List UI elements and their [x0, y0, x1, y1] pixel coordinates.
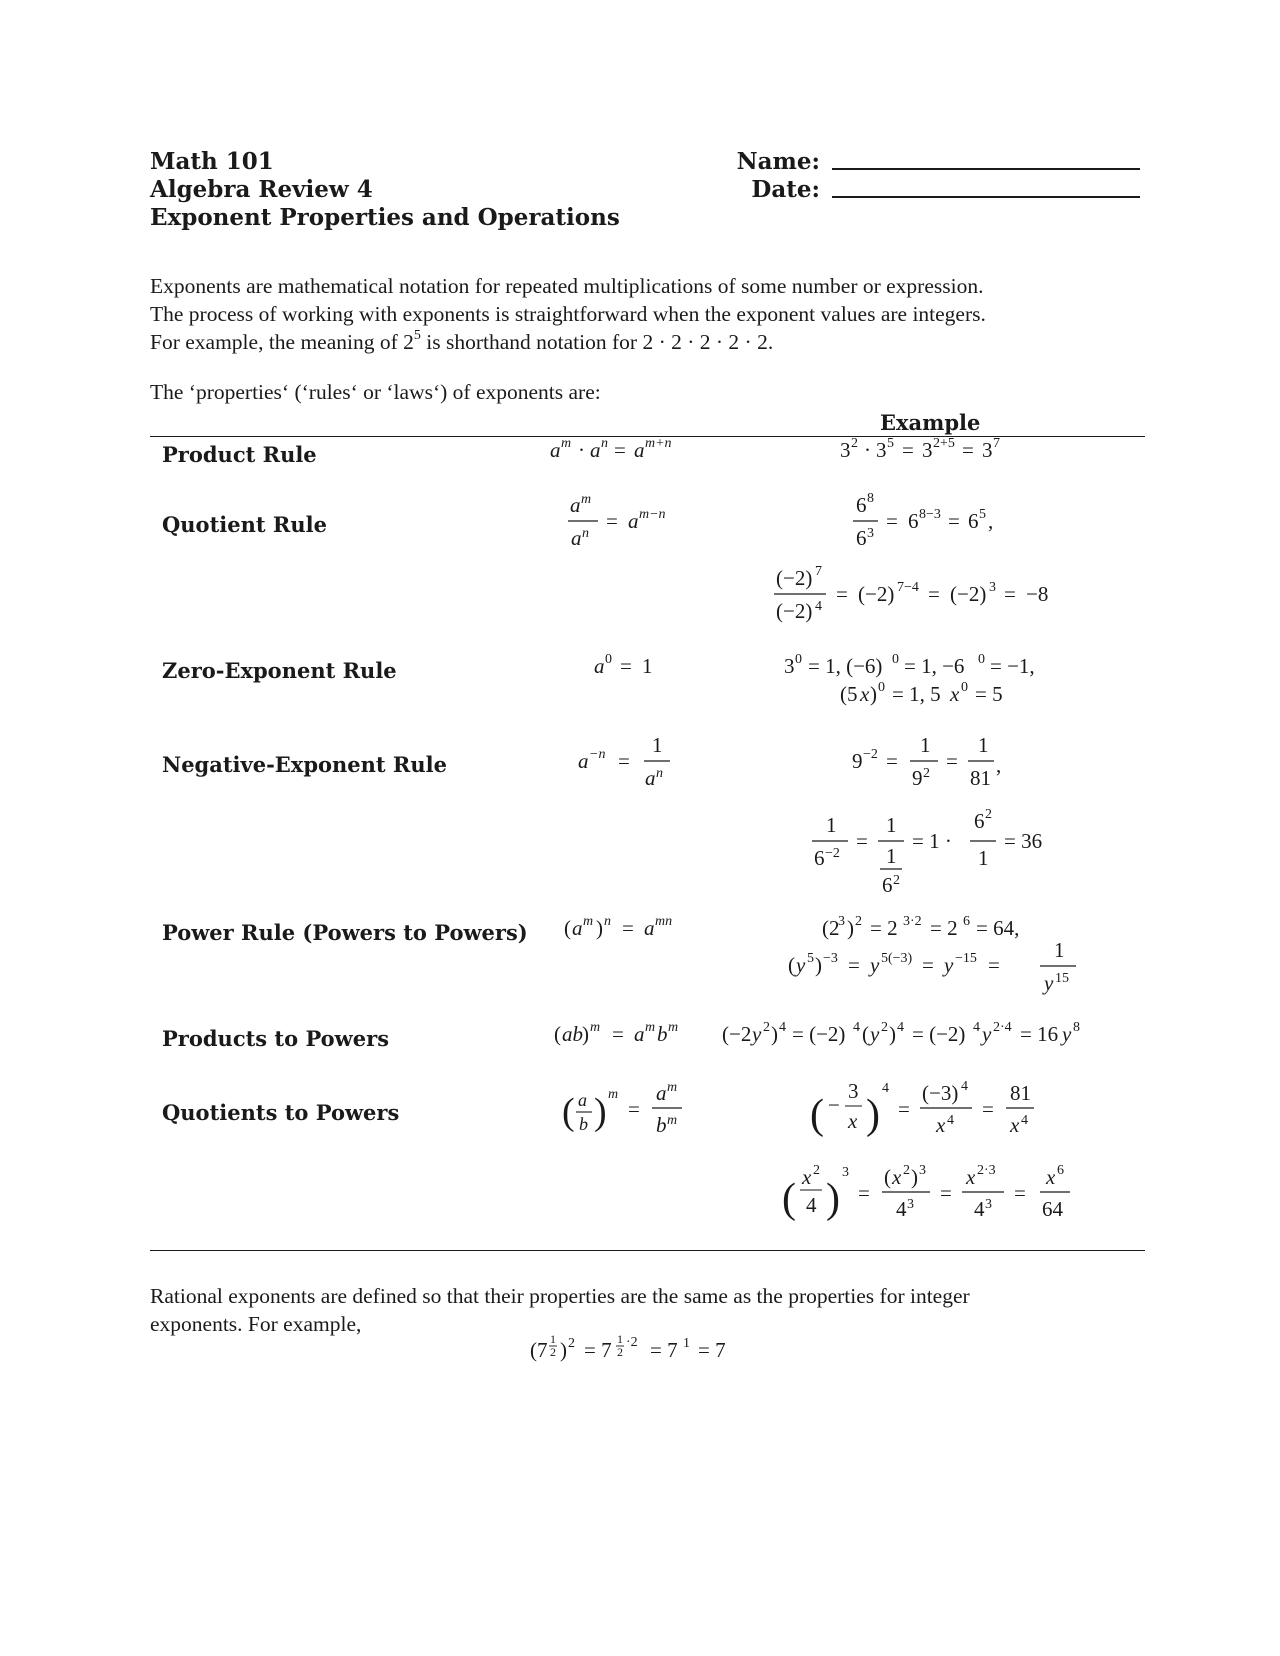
- svg-text:3: 3: [784, 654, 795, 678]
- assignment-title: Algebra Review 4: [150, 176, 373, 203]
- svg-text:1: 1: [617, 1332, 623, 1346]
- svg-text:3: 3: [985, 1197, 992, 1212]
- svg-text:(: (: [562, 1091, 575, 1133]
- svg-text:4: 4: [779, 1020, 786, 1035]
- svg-text:): ): [826, 1176, 840, 1222]
- svg-text:9: 9: [912, 766, 923, 790]
- svg-text:(2: (2: [822, 916, 840, 940]
- svg-text:8−3: 8−3: [919, 507, 941, 522]
- intro-exponent: 5: [413, 327, 421, 343]
- svg-text:3: 3: [876, 438, 887, 462]
- svg-text:y: y: [870, 953, 880, 977]
- svg-text:m−n: m−n: [639, 507, 666, 522]
- rule-products-to-powers: Products to Powers: [162, 1026, 390, 1051]
- svg-text:): ): [596, 916, 603, 940]
- closing-line-1: Rational exponents are defined so that their properties are the same as the properties for integer: [150, 1284, 970, 1308]
- svg-text:=: =: [836, 582, 848, 606]
- svg-text:,: ,: [988, 509, 994, 533]
- svg-text:1: 1: [886, 813, 897, 837]
- svg-text:x: x: [848, 1109, 858, 1133]
- svg-text:= 5: = 5: [975, 682, 1003, 706]
- svg-text:x: x: [860, 682, 870, 706]
- svg-text:= 16: = 16: [1020, 1022, 1059, 1046]
- svg-text:3: 3: [989, 580, 996, 595]
- svg-text:=: =: [962, 438, 974, 462]
- intro-line-2: The process of working with exponents is straightforward when the exponent values are integers.: [150, 302, 986, 326]
- svg-text:2: 2: [893, 873, 900, 888]
- svg-text:3: 3: [907, 1197, 914, 1212]
- svg-text:b: b: [656, 1113, 667, 1137]
- svg-text:7−4: 7−4: [897, 580, 919, 595]
- svg-text:4: 4: [806, 1193, 817, 1217]
- svg-text:=: =: [902, 438, 914, 462]
- svg-text:4: 4: [974, 1197, 985, 1221]
- svg-text:1: 1: [920, 733, 931, 757]
- svg-text:(−3): (−3): [922, 1081, 959, 1105]
- svg-text:1: 1: [886, 844, 897, 868]
- rule-zero-exponent: Zero-Exponent Rule: [162, 658, 397, 683]
- svg-text:= −1,: = −1,: [990, 654, 1035, 678]
- closing-paragraph: [150, 1282, 1135, 1338]
- svg-text:·: ·: [578, 438, 585, 462]
- svg-text:9: 9: [852, 749, 863, 773]
- svg-text:=: =: [1004, 582, 1016, 606]
- svg-text:m: m: [583, 914, 594, 929]
- svg-text:= 2: = 2: [930, 916, 958, 940]
- svg-text:·2: ·2: [626, 1335, 638, 1350]
- svg-text:(−2): (−2): [776, 599, 813, 623]
- svg-text:−n: −n: [589, 747, 606, 762]
- svg-text:6: 6: [1057, 1163, 1064, 1178]
- svg-text:x: x: [936, 1113, 946, 1137]
- svg-text:=: =: [928, 582, 940, 606]
- svg-text:−3: −3: [823, 951, 838, 966]
- svg-text:−15: −15: [955, 951, 977, 966]
- svg-text:=: =: [886, 749, 898, 773]
- svg-text:= 64,: = 64,: [976, 916, 1020, 940]
- svg-text:81: 81: [970, 766, 991, 790]
- svg-text:(: (: [554, 1022, 561, 1046]
- intro-line-3-start: For example, the meaning of 2: [150, 330, 414, 354]
- svg-text:5(−3): 5(−3): [881, 951, 913, 966]
- svg-text:2: 2: [985, 807, 992, 822]
- svg-text:): ): [815, 953, 822, 977]
- svg-text:81: 81: [1010, 1081, 1031, 1105]
- svg-text:m: m: [561, 436, 572, 451]
- svg-text:n: n: [656, 766, 663, 781]
- svg-text:= 1 ·: = 1 ·: [912, 829, 952, 853]
- svg-text:3: 3: [840, 438, 851, 462]
- svg-text:1: 1: [652, 733, 663, 757]
- svg-text:3: 3: [919, 1163, 926, 1178]
- svg-text:m: m: [667, 1080, 678, 1095]
- formula-quotients-to-powers: [562, 1080, 682, 1137]
- svg-text:0: 0: [605, 652, 612, 667]
- svg-text:=: =: [982, 1097, 994, 1121]
- svg-text:=: =: [606, 509, 618, 533]
- svg-text:6: 6: [882, 873, 893, 897]
- svg-text:m+n: m+n: [645, 436, 672, 451]
- svg-text:x: x: [802, 1165, 812, 1189]
- svg-text:(7: (7: [530, 1338, 548, 1362]
- svg-text:= 7: = 7: [698, 1338, 726, 1362]
- svg-text:=: =: [988, 953, 1000, 977]
- formula-product: [550, 436, 672, 462]
- svg-text:=: =: [940, 1181, 952, 1205]
- svg-text:a: a: [594, 654, 605, 678]
- svg-text:=: =: [946, 749, 958, 773]
- svg-text:n: n: [582, 526, 589, 541]
- svg-text:5: 5: [979, 507, 986, 522]
- svg-text:(: (: [782, 1176, 796, 1222]
- svg-text:0: 0: [892, 652, 899, 667]
- svg-text:=: =: [848, 953, 860, 977]
- svg-text:64: 64: [1042, 1197, 1063, 1221]
- svg-text:a: a: [645, 766, 656, 790]
- svg-text:=: =: [612, 1022, 624, 1046]
- svg-text:(: (: [788, 953, 795, 977]
- svg-text:ab: ab: [562, 1022, 583, 1046]
- svg-text:n: n: [604, 914, 611, 929]
- svg-text:4: 4: [961, 1079, 968, 1094]
- example-product: [840, 436, 1000, 462]
- svg-text:= 36: = 36: [1004, 829, 1043, 853]
- example-negative-exponent-2: [812, 807, 1042, 897]
- svg-text:6: 6: [974, 809, 985, 833]
- svg-text:2: 2: [903, 1163, 910, 1178]
- svg-text:=: =: [922, 953, 934, 977]
- svg-text:): ): [866, 1092, 880, 1138]
- svg-text:5: 5: [807, 951, 814, 966]
- svg-text:a: a: [656, 1081, 667, 1105]
- formula-power: [564, 914, 672, 940]
- example-products-to-powers: [722, 1020, 1080, 1046]
- svg-text:y: y: [1062, 1022, 1072, 1046]
- svg-text:y: y: [870, 1022, 880, 1046]
- svg-text:4: 4: [815, 599, 822, 614]
- svg-text:(−2: (−2: [722, 1022, 752, 1046]
- svg-text:): ): [889, 1022, 896, 1046]
- svg-text:mn: mn: [655, 914, 673, 929]
- svg-text:2: 2: [851, 436, 858, 451]
- svg-text:2: 2: [923, 766, 930, 781]
- svg-text:2: 2: [568, 1336, 575, 1351]
- svg-text:= 7: = 7: [650, 1338, 678, 1362]
- svg-text:−8: −8: [1026, 582, 1049, 606]
- svg-text:a: a: [550, 438, 561, 462]
- svg-text:=: =: [898, 1097, 910, 1121]
- svg-text:y: y: [944, 953, 954, 977]
- svg-text:2: 2: [813, 1163, 820, 1178]
- svg-text:y: y: [752, 1022, 762, 1046]
- svg-text:6: 6: [856, 493, 867, 517]
- example-column-header: Example: [880, 410, 981, 435]
- svg-text:=: =: [856, 829, 868, 853]
- svg-text:a: a: [572, 916, 583, 940]
- formula-quotient: [568, 492, 666, 550]
- example-quotient-2: [774, 564, 1048, 623]
- svg-text:m: m: [645, 1020, 656, 1035]
- svg-text:3: 3: [838, 914, 845, 929]
- svg-text:(−2): (−2): [858, 582, 895, 606]
- svg-text:4: 4: [897, 1020, 904, 1035]
- svg-text:1: 1: [826, 813, 837, 837]
- svg-text:=: =: [948, 509, 960, 533]
- course-title: Math 101: [150, 148, 274, 175]
- svg-text:a: a: [628, 509, 639, 533]
- svg-text:4: 4: [973, 1020, 980, 1035]
- svg-text:a: a: [570, 493, 581, 517]
- rule-product: Product Rule: [162, 442, 317, 467]
- svg-text:4: 4: [1021, 1113, 1028, 1128]
- svg-text:m: m: [581, 492, 592, 507]
- svg-text:(5: (5: [840, 682, 858, 706]
- svg-text:3: 3: [922, 438, 933, 462]
- formula-negative-exponent: [578, 733, 670, 790]
- example-zero-exponent: [784, 652, 1035, 706]
- svg-text:m: m: [668, 1020, 679, 1035]
- svg-text:(: (: [810, 1092, 824, 1138]
- table-bottom-rule: [150, 1250, 1145, 1251]
- svg-text:3: 3: [842, 1165, 849, 1180]
- svg-text:=: =: [1014, 1181, 1026, 1205]
- svg-text:1: 1: [978, 733, 989, 757]
- svg-text:m: m: [667, 1113, 678, 1128]
- svg-text:x: x: [1010, 1113, 1020, 1137]
- svg-text:0: 0: [795, 652, 802, 667]
- svg-text:1: 1: [1054, 938, 1065, 962]
- svg-text:a: a: [571, 526, 582, 550]
- svg-text:6: 6: [814, 846, 825, 870]
- rule-negative-exponent: Negative-Exponent Rule: [162, 752, 447, 777]
- svg-text:y: y: [982, 1022, 992, 1046]
- svg-text:4: 4: [947, 1113, 954, 1128]
- svg-text:4: 4: [896, 1197, 907, 1221]
- svg-text:7: 7: [815, 564, 822, 579]
- svg-text:6: 6: [963, 914, 970, 929]
- svg-text:,: ,: [996, 753, 1002, 777]
- svg-text:1: 1: [683, 1336, 690, 1351]
- svg-text:3: 3: [982, 438, 993, 462]
- rule-quotient: Quotient Rule: [162, 512, 327, 537]
- svg-text:a: a: [634, 438, 645, 462]
- svg-text:m: m: [590, 1020, 601, 1035]
- svg-text:y: y: [796, 953, 806, 977]
- svg-text:a: a: [644, 916, 655, 940]
- date-label: Date:: [751, 176, 820, 203]
- formula-products-to-powers: [554, 1020, 678, 1046]
- svg-text:8: 8: [1073, 1020, 1080, 1035]
- svg-text:(−2): (−2): [950, 582, 987, 606]
- svg-text:): ): [560, 1338, 567, 1362]
- rule-power: Power Rule (Powers to Powers): [162, 920, 528, 945]
- svg-text:n: n: [601, 436, 608, 451]
- example-quotient-1: [853, 491, 993, 550]
- svg-text:2·3: 2·3: [977, 1163, 996, 1178]
- svg-text:0: 0: [978, 652, 985, 667]
- svg-text:2·4: 2·4: [993, 1020, 1012, 1035]
- properties-intro: The ‘properties‘ (‘rules‘ or ‘laws‘) of exponents are:: [150, 380, 601, 404]
- svg-text:a: a: [578, 1090, 587, 1110]
- svg-text:x: x: [966, 1165, 976, 1189]
- svg-text:): ): [847, 916, 854, 940]
- svg-text:x: x: [1046, 1165, 1056, 1189]
- svg-text:0: 0: [878, 680, 885, 695]
- svg-text:2: 2: [617, 1345, 623, 1359]
- svg-text:a: a: [590, 438, 601, 462]
- svg-text:3: 3: [867, 526, 874, 541]
- svg-text:−2: −2: [863, 747, 878, 762]
- svg-text:): ): [594, 1091, 607, 1133]
- formula-zero-exponent: [594, 652, 653, 678]
- svg-text:= (−2): = (−2): [792, 1022, 846, 1046]
- intro-line-1: Exponents are mathematical notation for repeated multiplications of some number or expression.: [150, 274, 984, 298]
- svg-text:x: x: [950, 682, 960, 706]
- rule-quotients-to-powers: Quotients to Powers: [162, 1100, 400, 1125]
- svg-text:y: y: [1044, 971, 1054, 995]
- svg-text:0: 0: [961, 680, 968, 695]
- topic-title: Exponent Properties and Operations: [150, 204, 620, 231]
- intro-line-3-end: is shorthand notation for 2 · 2 · 2 · 2 · 2.: [420, 330, 774, 354]
- svg-text:= 7: = 7: [584, 1338, 612, 1362]
- svg-text:−2: −2: [825, 846, 840, 861]
- svg-text:): ): [582, 1022, 589, 1046]
- svg-text:=: =: [618, 749, 630, 773]
- example-power: [788, 914, 1076, 995]
- svg-text:3: 3: [848, 1079, 859, 1103]
- svg-text:4: 4: [882, 1081, 889, 1096]
- svg-text:6: 6: [908, 509, 919, 533]
- name-label: Name:: [736, 148, 820, 175]
- svg-text:(: (: [862, 1022, 869, 1046]
- svg-text:= 1, 5: = 1, 5: [892, 682, 941, 706]
- svg-text:5: 5: [887, 436, 894, 451]
- svg-text:·: ·: [864, 438, 871, 462]
- svg-text:2: 2: [763, 1020, 770, 1035]
- svg-text:=: =: [858, 1181, 870, 1205]
- svg-text:): ): [911, 1165, 918, 1189]
- svg-text:2: 2: [550, 1345, 556, 1359]
- svg-text:): ): [771, 1022, 778, 1046]
- svg-text:): ): [870, 682, 877, 706]
- svg-text:1: 1: [642, 654, 653, 678]
- svg-text:2: 2: [881, 1020, 888, 1035]
- svg-text:3·2: 3·2: [903, 914, 922, 929]
- closing-line-2: exponents. For example,: [150, 1312, 362, 1336]
- svg-text:=: =: [886, 509, 898, 533]
- svg-text:(: (: [564, 916, 571, 940]
- example-quotients-to-powers-2: [782, 1163, 1070, 1222]
- svg-text:b: b: [579, 1114, 588, 1134]
- svg-text:b: b: [657, 1022, 668, 1046]
- svg-text:2: 2: [855, 914, 862, 929]
- svg-text:=: =: [622, 916, 634, 940]
- svg-text:= 1, (−6): = 1, (−6): [808, 654, 883, 678]
- svg-text:= 2: = 2: [870, 916, 898, 940]
- svg-text:(: (: [884, 1165, 891, 1189]
- svg-text:x: x: [892, 1165, 902, 1189]
- svg-text:=: =: [628, 1097, 640, 1121]
- svg-text:6: 6: [856, 526, 867, 550]
- svg-text:(−2): (−2): [776, 566, 813, 590]
- svg-text:7: 7: [993, 436, 1000, 451]
- svg-text:m: m: [608, 1087, 619, 1102]
- svg-text:−: −: [828, 1093, 840, 1117]
- example-quotients-to-powers-1: [810, 1079, 1034, 1138]
- svg-text:= 1, −6: = 1, −6: [904, 654, 965, 678]
- svg-text:1: 1: [978, 846, 989, 870]
- svg-text:15: 15: [1055, 971, 1069, 986]
- svg-text:=: =: [620, 654, 632, 678]
- svg-text:6: 6: [968, 509, 979, 533]
- svg-text:2+5: 2+5: [933, 436, 955, 451]
- svg-text:4: 4: [853, 1020, 860, 1035]
- svg-text:8: 8: [867, 491, 874, 506]
- svg-text:=: =: [614, 438, 626, 462]
- svg-text:a: a: [634, 1022, 645, 1046]
- svg-text:a: a: [578, 749, 589, 773]
- svg-text:1: 1: [550, 1332, 556, 1346]
- example-negative-exponent-1: [852, 733, 1001, 790]
- svg-text:= (−2): = (−2): [912, 1022, 966, 1046]
